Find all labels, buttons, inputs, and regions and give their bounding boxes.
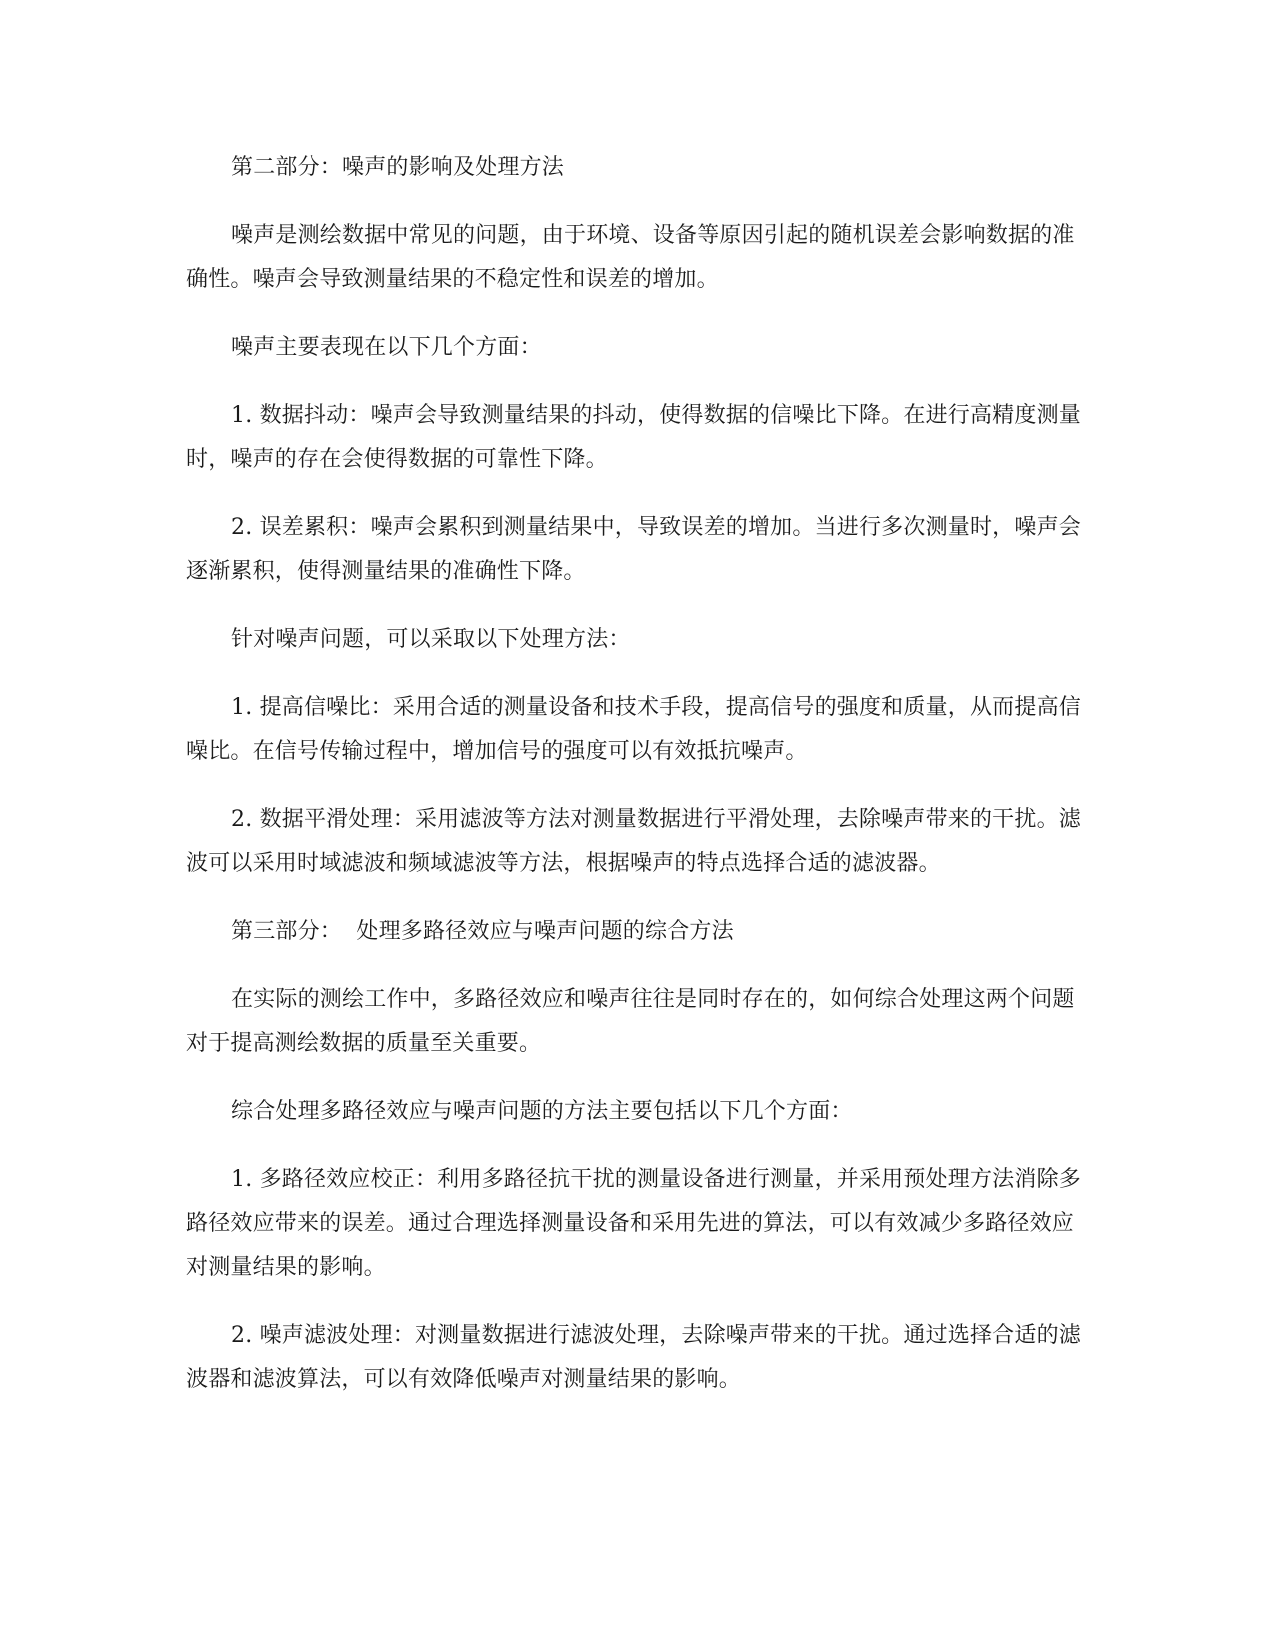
paragraph-combined-intro: 在实际的测绘工作中，多路径效应和噪声往往是同时存在的，如何综合处理这两个问题对于提高测绘数据的质量至关重要。 [186,987,1075,1056]
paragraph-noise-aspects-lead: 噪声主要表现在以下几个方面： [231,335,542,360]
section-heading-part-two: 第二部分：噪声的影响及处理方法 [231,155,565,180]
list-item-noise-filtering: 2. 噪声滤波处理：对测量数据进行滤波处理，去除噪声带来的干扰。通过选择合适的滤波器和滤波算法，可以有效降低噪声对测量结果的影响。 [186,1323,1081,1392]
section-heading-part-three: 第三部分： 处理多路径效应与噪声问题的综合方法 [231,919,734,944]
paragraph-combined-methods-lead: 综合处理多路径效应与噪声问题的方法主要包括以下几个方面： [231,1099,853,1124]
list-item-data-smoothing: 2. 数据平滑处理：采用滤波等方法对测量数据进行平滑处理，去除噪声带来的干扰。滤波可以采用时域滤波和频域滤波等方法，根据噪声的特点选择合适的滤波器。 [186,807,1081,876]
paragraph-noise-methods-lead: 针对噪声问题，可以采取以下处理方法： [231,627,631,652]
document-body [186,146,1091,1426]
list-item-error-accumulation: 2. 误差累积：噪声会累积到测量结果中，导致误差的增加。当进行多次测量时，噪声会逐渐累积，使得测量结果的准确性下降。 [186,515,1081,584]
list-item-data-jitter: 1. 数据抖动：噪声会导致测量结果的抖动，使得数据的信噪比下降。在进行高精度测量时，噪声的存在会使得数据的可靠性下降。 [186,403,1081,472]
list-item-improve-snr: 1. 提高信噪比：采用合适的测量设备和技术手段，提高信号的强度和质量，从而提高信噪比。在信号传输过程中，增加信号的强度可以有效抵抗噪声。 [186,695,1081,764]
paragraph-noise-intro: 噪声是测绘数据中常见的问题，由于环境、设备等原因引起的随机误差会影响数据的准确性。噪声会导致测量结果的不稳定性和误差的增加。 [186,223,1075,292]
list-item-multipath-correction: 1. 多路径效应校正：利用多路径抗干扰的测量设备进行测量，并采用预处理方法消除多路径效应带来的误差。通过合理选择测量设备和采用先进的算法，可以有效减少多路径效应对测量结果的影响。 [186,1167,1081,1280]
